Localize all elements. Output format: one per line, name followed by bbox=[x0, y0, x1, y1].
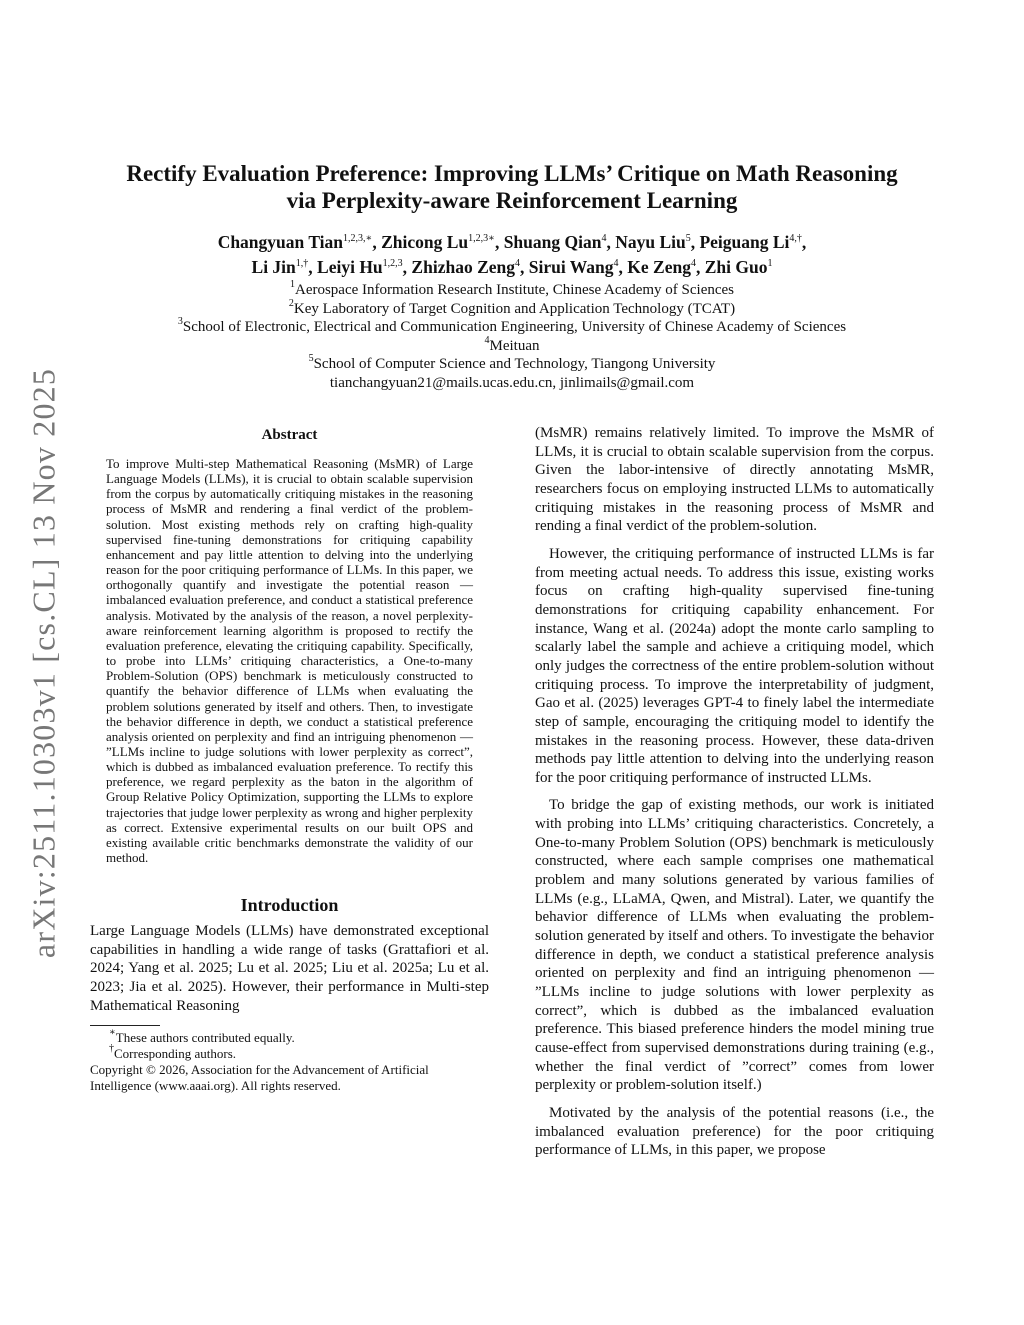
author-affiliation-mark: 4 bbox=[613, 258, 619, 269]
author-name: Zhicong Lu bbox=[381, 232, 469, 252]
author-name: Zhizhao Zeng bbox=[411, 257, 515, 277]
author-affiliation-mark: 5 bbox=[685, 233, 691, 244]
body-paragraph: Motivated by the analysis of the potential reasons (i.e., the imbalanced evaluation preference) for the poor critiquing performance of LLMs, in this paper, we propose bbox=[535, 1104, 934, 1159]
author-line-2: Li Jin$^{1,\dagger}$, Leiyi Hu$^{1,2,3}$, Zhizhao Zeng$^4$, Sirui Wang$^4$, Ke Zeng$^4$, Zhi Guo$^1$ bbox=[251, 257, 773, 277]
title-line-1: Rectify Evaluation Preference: Improving LLMs’ Critique on Math Reasoning bbox=[126, 161, 898, 186]
author-emails: tianchangyuan21@mails.ucas.edu.cn, jinlimails@gmail.com bbox=[329, 374, 695, 391]
paper-title bbox=[90, 160, 934, 214]
body-paragraph: (MsMR) remains relatively limited. To improve the MsMR of LLMs, it is crucial to obtain scalable supervision from the corpus. Given the labor-intensive of directly annotating MsMR, researchers focus on employing instructed LLMs to automatically critiquing mistakes in the reasoning process of MsMR and rending a final verdict of the problem-solution. bbox=[535, 425, 934, 535]
author-name: Li Jin bbox=[251, 257, 296, 277]
copyright-notice: Copyright © 2026, Association for the Advancement of Artificial Intelligence (www.aaai.org). All rights reserved. bbox=[90, 1062, 429, 1094]
left-column bbox=[90, 424, 489, 1094]
author-affiliation-mark: 1,† bbox=[295, 258, 309, 269]
affiliation-3: $^3$School of Electronic, Electrical and Communication Engineering, University of Chinese Academy of Sciences bbox=[177, 316, 847, 336]
footnote-equal-contribution: ∗These authors contributed equally. bbox=[109, 1027, 295, 1046]
affiliation-5: $^5$School of Computer Science and Technology, Tiangong University bbox=[308, 353, 716, 373]
author-name: Zhi Guo bbox=[704, 257, 768, 277]
author-affiliation-mark: 1,2,3 bbox=[382, 258, 403, 269]
author-affiliation-mark: 4 bbox=[690, 258, 696, 269]
author-name: Ke Zeng bbox=[627, 257, 691, 277]
affiliation-2: $^2$Key Laboratory of Target Cognition and Application Technology (TCAT) bbox=[288, 297, 736, 317]
title-line-2: via Perplexity-aware Reinforcement Learning bbox=[286, 188, 738, 213]
introduction-heading: Introduction bbox=[240, 895, 339, 916]
author-name: Changyuan Tian bbox=[217, 232, 344, 252]
arxiv-sidebar-stamp bbox=[18, 368, 70, 958]
affiliations bbox=[90, 281, 934, 393]
author-affiliation-mark: 1,2,3,∗ bbox=[343, 233, 373, 244]
author-list bbox=[90, 230, 934, 280]
author-name: Nayu Liu bbox=[615, 232, 686, 252]
body-paragraph: However, the critiquing performance of instructed LLMs is far from meeting actual needs. To address this issue, existing works focus on crafting high-quality supervised fine-tuning demonstrations for critiquing capability enhancement. For instance, Wang et al. (2024a) adopt the monte carlo sampling to scalarly label the sample and achieve a critiquing model, which only judges the correctness of the entire problem-solution without critiquing process. To improve the interpretability of judgment, Gao et al. (2025) leverages GPT-4 to finely label the intermediate step of sample, encouraging the critiquing model to identify the mistakes in the reasoning process. However, these data-driven methods pay little attention to delving into the underlying reason for the poor critiquing performance of instructed LLMs. bbox=[535, 545, 934, 786]
author-name: Peiguang Li bbox=[699, 232, 790, 252]
affiliation-1: $^1$Aerospace Information Research Institute, Chinese Academy of Sciences bbox=[289, 279, 734, 298]
author-name: Sirui Wang bbox=[528, 257, 614, 277]
right-column bbox=[535, 424, 934, 1169]
arxiv-identifier: arXiv:2511.10303v1 [cs.CL] 13 Nov 2025 bbox=[25, 367, 62, 959]
author-name: Shuang Qian bbox=[503, 232, 602, 252]
author-line-1: Changyuan Tian$^{1,2,3,∗}$, Zhicong $Lu^{1,2,3∗}$, Shuang Qian$^4$, Nayu Liu$^5$, Peiguang $Li^{4,\dagger}$, bbox=[217, 232, 807, 252]
body-paragraph: To bridge the gap of existing methods, our work is initiated with probing into LLMs’ critiquing characteristics. Concretely, a One-to-many Problem Solution (OPS) benchmark is meticulously constructed, where each sample comprises one mathematical problem and many solutions generated by various families of LLMs (e.g., LLaMA, Qwen, and Mistral). Later, we quantify the behavior difference of LLMs when evaluating the problem-solution generated by itself and others. To investigate the behavior difference in depth, we conduct a statistical preference analysis oriented on perplexity and find an intriguing phenomenon — ”LLMs incline to judge solutions with lower perplexity as correct”, which is dubbed as the imbalanced evaluation preference. This biased preference hinders the model mining true cause-effect from supervised demonstrations during training (e.g., whether the final verdict of ”correct” comes from lower perplexity or problem-solution itself.) bbox=[535, 797, 934, 1094]
author-name: Leiyi Hu bbox=[317, 257, 383, 277]
author-affiliation-mark: 4,† bbox=[789, 233, 802, 244]
abstract-heading: Abstract bbox=[261, 427, 318, 443]
footnote-divider bbox=[90, 1025, 160, 1026]
author-affiliation-mark: 4 bbox=[515, 258, 520, 269]
introduction-paragraph: Large Language Models (LLMs) have demonstrated exceptional capabilities in handling a wide range of tasks (Grattafiori et al. 2024; Yang et al. 2025; Lu et al. 2025; Liu et al. 2025a; Lu et al. 2023; Jia et al. 2025). However, their performance in Multi-step Mathematical Reasoning bbox=[90, 923, 489, 1014]
footnote-corresponding-authors: †Corresponding authors. bbox=[109, 1043, 237, 1062]
author-affiliation-mark: 1,2,3∗ bbox=[468, 233, 495, 244]
affiliation-4: $^4$Meituan bbox=[484, 334, 540, 354]
author-affiliation-mark: 4 bbox=[601, 233, 607, 244]
author-affiliation-mark: 1 bbox=[767, 258, 773, 269]
abstract-text: To improve Multi-step Mathematical Reasoning (MsMR) of Large Language Models (LLMs), it is crucial to obtain scalable supervision from the corpus by automatically critiquing mistakes in the reasoning process of MsMR and rendering a final verdict of the problem-solution. Most existing methods rely on crafting high-quality supervised fine-tuning demonstrations for critiquing capability enhancement and pay little attention to delving into the underlying reason for the poor critiquing performance of LLMs. In this paper, we orthogonally quantify and investigate the potential reason — imbalanced evaluation preference, and conduct a statistical preference analysis. Motivated by the analysis of the reason, a novel perplexity-aware reinforcement learning algorithm is proposed to rectify the evaluation preference, elevating the critiquing capability. Specifically, to probe into LLMs’ critiquing characteristics, a One-to-many Problem-Solution (OPS) benchmark is meticulously constructed to quantify the behavior difference of LLMs when evaluating the problem solutions generated by itself and others. Then, to investigate the behavior difference in depth, we conduct a statistical preference analysis oriented on perplexity and find an intriguing phenomenon — ”LLMs incline to judge solutions with lower perplexity as correct”, which is dubbed as imbalanced evaluation preference. To rectify this preference, we regard perplexity as the baton in the algorithm of Group Relative Policy Optimization, supporting the LLMs to explore trajectories that judge lower perplexity as wrong and higher perplexity as correct. Extensive experimental results on our built OPS and existing available critic benchmarks demonstrate the validity of our method. bbox=[106, 456, 473, 866]
